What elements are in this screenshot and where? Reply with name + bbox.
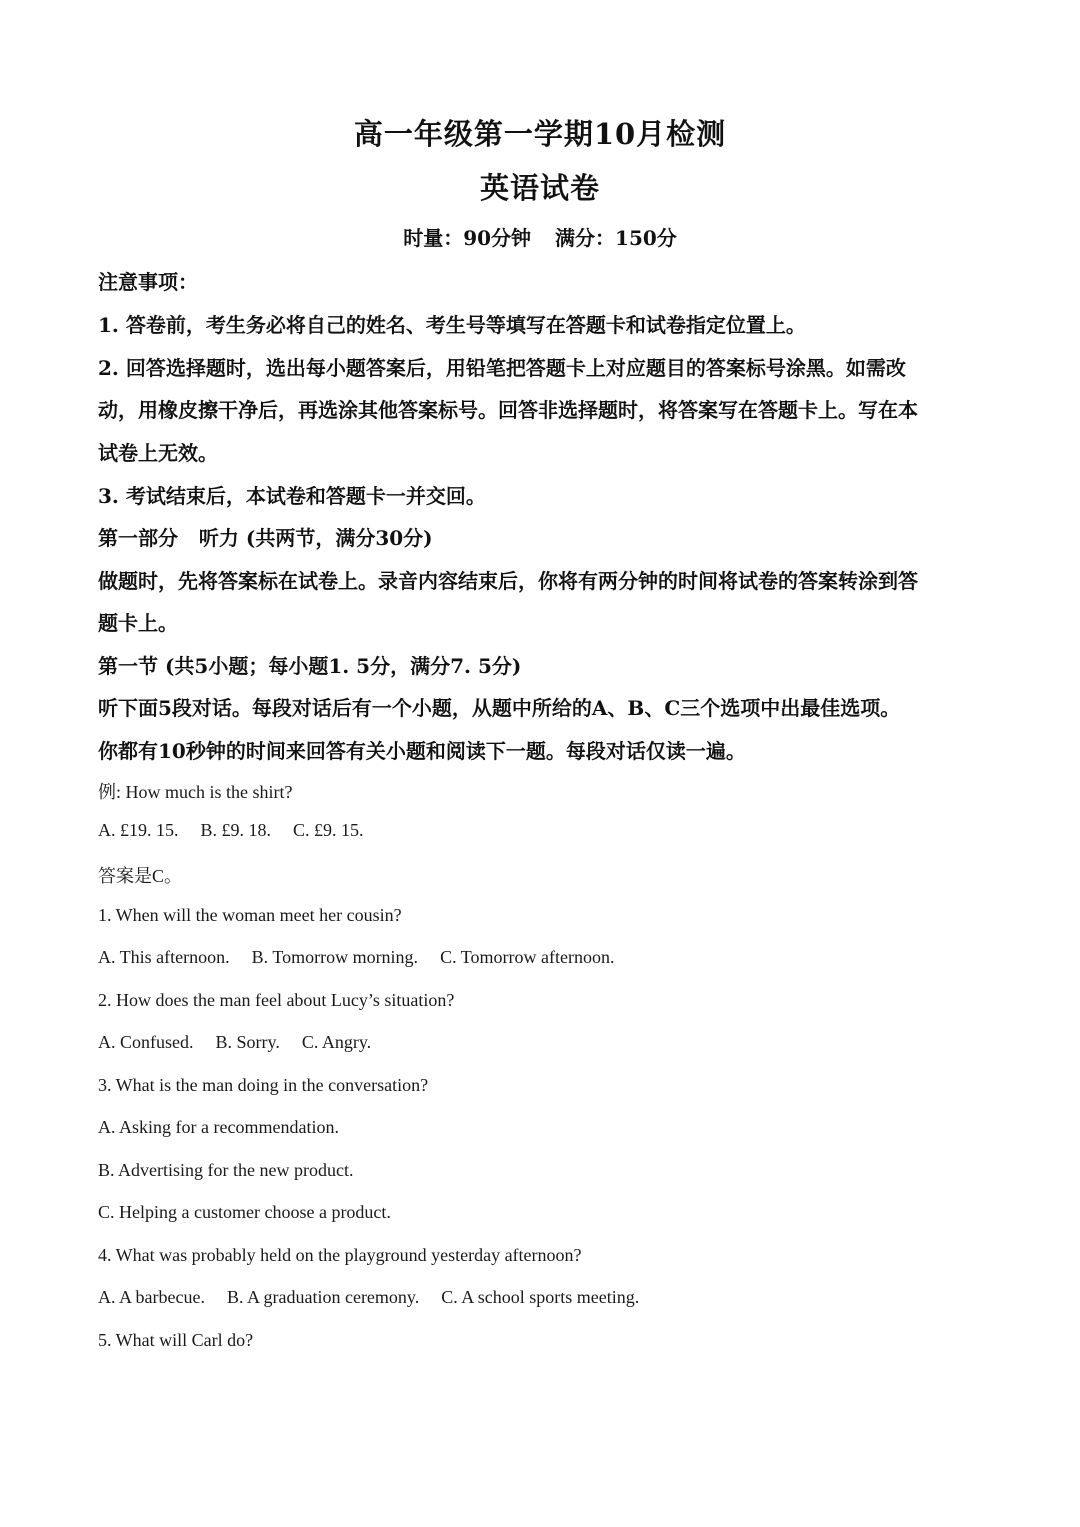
q1-option-c: C. Tomorrow afternoon. — [440, 947, 615, 967]
section1-intro-line-1: 听下面5段对话。每段对话后有一个小题，从题中所给的A、B、C三个选项中出最佳选项。 — [98, 696, 901, 720]
exam-title: 高一年级第一学期10月检测 — [353, 117, 727, 151]
section1-heading: 第一节 (共5小题；每小题1. 5分，满分7. 5分) — [98, 654, 522, 678]
q4-option-c: C. A school sports meeting. — [441, 1287, 640, 1307]
section1-intro-line-2: 你都有10秒钟的时间来回答有关小题和阅读下一题。每段对话仅读一遍。 — [98, 739, 746, 763]
notice-item-2-line-2: 动，用橡皮擦干净后，再选涂其他答案标号。回答非选择题时，将答案写在答题卡上。写在本 — [98, 398, 918, 422]
notice-heading: 注意事项： — [98, 270, 198, 294]
q2-option-c: C. Angry. — [301, 1032, 372, 1052]
exam-meta — [0, 222, 1080, 251]
q3-option-b: B. Advertising for the new product. — [98, 1160, 354, 1180]
question-4-options — [98, 1287, 988, 1308]
q4-option-a: A. A barbecue. — [98, 1287, 205, 1307]
question-4: 4. What was probably held on the playground yesterday afternoon? — [98, 1245, 582, 1265]
q1-option-a: A. This afternoon. — [98, 947, 230, 967]
example-option-b: B. £9. 18. — [200, 820, 272, 840]
example-answer: 答案是C。 — [98, 866, 183, 886]
example-question: 例: How much is the shirt? — [98, 782, 293, 802]
exam-subtitle: 英语试卷 — [479, 171, 600, 205]
notice-item-3: 3. 考试结束后，本试卷和答题卡一并交回。 — [98, 484, 486, 508]
full-score: 满分：150分 — [555, 226, 677, 250]
question-2: 2. How does the man feel about Lucy’s situation? — [98, 990, 455, 1010]
q2-option-b: B. Sorry. — [215, 1032, 280, 1052]
example-option-a: A. £19. 15. — [98, 820, 179, 840]
part1-heading: 第一部分 听力 (共两节，满分30分) — [98, 526, 433, 550]
notice-item-1: 1. 答卷前，考生务必将自己的姓名、考生号等填写在答题卡和试卷指定位置上。 — [98, 313, 806, 337]
part1-intro-line-2: 题卡上。 — [98, 611, 178, 635]
q2-option-a: A. Confused. — [98, 1032, 194, 1052]
part1-intro-line-1: 做题时，先将答案标在试卷上。录音内容结束后，你将有两分钟的时间将试卷的答案转涂到答 — [98, 569, 918, 593]
question-2-options — [98, 1032, 988, 1053]
time-limit: 时量：90分钟 — [403, 226, 532, 250]
q4-option-b: B. A graduation ceremony. — [226, 1287, 420, 1307]
question-3: 3. What is the man doing in the conversation? — [98, 1075, 429, 1095]
q3-option-a: A. Asking for a recommendation. — [98, 1117, 339, 1137]
example-option-c: C. £9. 15. — [293, 820, 364, 840]
notice-item-2-line-1: 2. 回答选择题时，选出每小题答案后，用铅笔把答题卡上对应题目的答案标号涂黑。如需改 — [98, 356, 906, 380]
question-1-options — [98, 947, 988, 968]
q3-option-c: C. Helping a customer choose a product. — [98, 1202, 391, 1222]
question-5: 5. What will Carl do? — [98, 1330, 254, 1350]
notice-item-2-line-3: 试卷上无效。 — [98, 441, 218, 465]
q1-option-b: B. Tomorrow morning. — [251, 947, 419, 967]
example-options — [98, 820, 988, 841]
question-1: 1. When will the woman meet her cousin? — [98, 905, 402, 925]
